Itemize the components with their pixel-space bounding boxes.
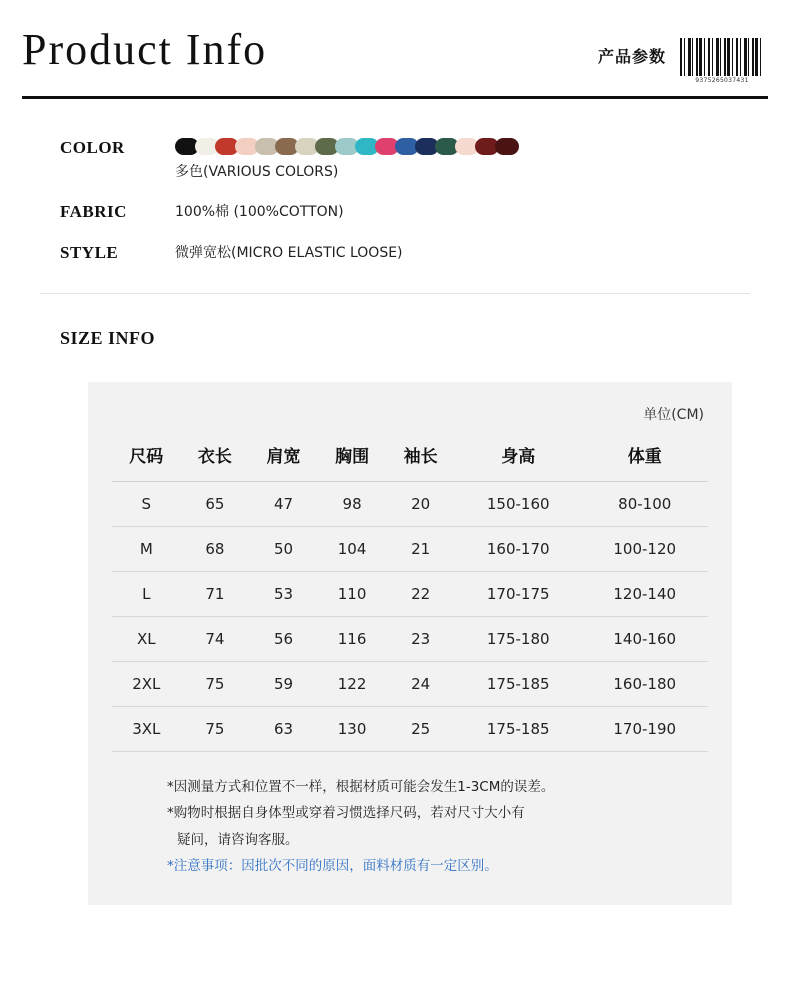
table-cell: 80-100 (581, 482, 708, 527)
table-cell: 98 (318, 482, 387, 527)
table-cell: 160-170 (455, 527, 581, 572)
barcode-icon (680, 38, 764, 76)
table-cell: 75 (181, 662, 250, 707)
table-cell: M (112, 527, 181, 572)
note-line: *因测量方式和位置不一样，根据材质可能会发生1-3CM的误差。 (167, 779, 555, 795)
page-title-cn: 产品参数 (597, 47, 666, 66)
color-swatches (175, 137, 515, 155)
spec-row-style (60, 242, 730, 263)
spec-list (0, 137, 790, 263)
table-cell: 50 (249, 527, 318, 572)
table-cell: 25 (386, 707, 455, 752)
table-cell: 63 (249, 707, 318, 752)
table-cell: 65 (181, 482, 250, 527)
size-table-col-header: 肩宽 (249, 434, 318, 482)
size-info-title: SIZE INFO (60, 328, 156, 348)
table-cell: 23 (386, 617, 455, 662)
table-cell: 100-120 (581, 527, 708, 572)
table-cell: 104 (318, 527, 387, 572)
table-cell: 160-180 (581, 662, 708, 707)
size-table-col-header: 身高 (455, 434, 581, 482)
color-swatch (495, 138, 519, 155)
size-unit-label: 单位(CM) (643, 407, 704, 423)
table-cell: 56 (249, 617, 318, 662)
header-right-group (598, 38, 764, 84)
spec-value-fabric: 100%棉 (100%COTTON) (175, 204, 344, 220)
spec-value-color-group (175, 137, 515, 181)
table-cell: 175-180 (455, 617, 581, 662)
table-cell: 3XL (112, 707, 181, 752)
table-cell: 24 (386, 662, 455, 707)
table-cell: 47 (249, 482, 318, 527)
table-row (112, 662, 708, 707)
table-cell: 110 (318, 572, 387, 617)
table-cell: 122 (318, 662, 387, 707)
table-cell: 20 (386, 482, 455, 527)
table-cell: 2XL (112, 662, 181, 707)
table-cell: 170-175 (455, 572, 581, 617)
table-row (112, 572, 708, 617)
note-line: *注意事项：因批次不同的原因，面料材质有一定区别。 (167, 857, 498, 874)
table-cell: 22 (386, 572, 455, 617)
section-divider (40, 293, 750, 294)
header-divider (22, 96, 768, 99)
table-cell: 150-160 (455, 482, 581, 527)
spec-value-style: 微弹宽松(MICRO ELASTIC LOOSE) (175, 245, 403, 261)
size-table-col-header: 尺码 (112, 434, 181, 482)
table-cell: 120-140 (581, 572, 708, 617)
table-cell: 130 (318, 707, 387, 752)
size-table (112, 434, 708, 752)
barcode-block (680, 38, 764, 84)
spec-label-color: COLOR (60, 138, 125, 157)
table-cell: XL (112, 617, 181, 662)
size-table-col-header: 袖长 (386, 434, 455, 482)
table-cell: S (112, 482, 181, 527)
table-cell: L (112, 572, 181, 617)
table-cell: 71 (181, 572, 250, 617)
table-cell: 53 (249, 572, 318, 617)
size-table-header-row (112, 434, 708, 482)
table-cell: 59 (249, 662, 318, 707)
barcode-number: 9375265037431 (695, 77, 749, 84)
table-cell: 140-160 (581, 617, 708, 662)
table-cell: 74 (181, 617, 250, 662)
spec-label-fabric: FABRIC (60, 202, 127, 221)
page-header (0, 0, 790, 96)
table-row (112, 527, 708, 572)
size-table-col-header: 衣长 (181, 434, 250, 482)
spec-value-color: 多色(VARIOUS COLORS) (175, 164, 339, 180)
table-cell: 21 (386, 527, 455, 572)
table-cell: 175-185 (455, 662, 581, 707)
size-table-col-header: 体重 (581, 434, 708, 482)
page-title: Product Info (22, 25, 268, 74)
size-table-card (88, 382, 732, 905)
size-table-col-header: 胸围 (318, 434, 387, 482)
note-line: 疑问，请咨询客服。 (177, 831, 299, 848)
table-cell: 75 (181, 707, 250, 752)
spec-row-fabric (60, 201, 730, 222)
note-line: *购物时根据自身体型或穿着习惯选择尺码，若对尺寸大小有 (167, 805, 525, 822)
spec-label-style: STYLE (60, 243, 119, 262)
table-row (112, 617, 708, 662)
spec-row-color (60, 137, 730, 181)
table-row (112, 482, 708, 527)
table-cell: 175-185 (455, 707, 581, 752)
table-row (112, 707, 708, 752)
size-notes (112, 774, 708, 879)
table-cell: 170-190 (581, 707, 708, 752)
table-cell: 68 (181, 527, 250, 572)
table-cell: 116 (318, 617, 387, 662)
